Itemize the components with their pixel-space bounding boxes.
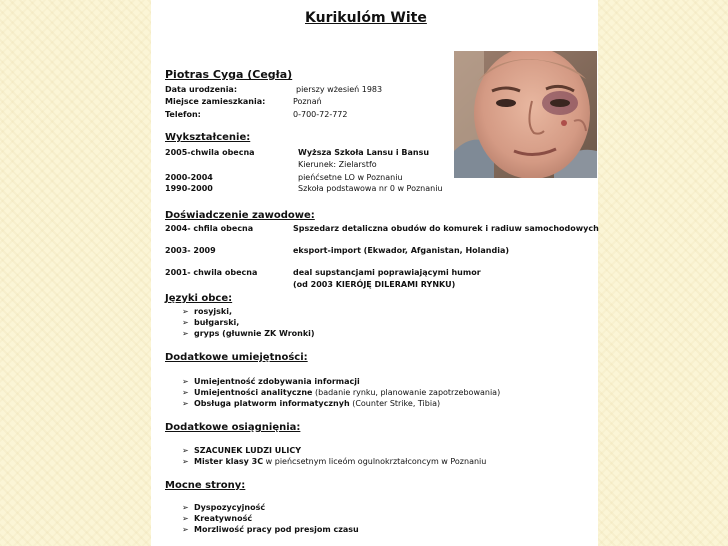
skills-list xyxy=(182,376,500,409)
experience-heading: Doświadczenie zawodowe: xyxy=(165,210,315,221)
experience-role-note: (od 2003 KIERÓJĘ DILERAMI RYNKU) xyxy=(293,280,456,289)
person-name: Piotras Cyga (Cegła) xyxy=(165,68,293,81)
languages-heading: Języki obce: xyxy=(165,293,233,304)
languages-list xyxy=(182,306,315,339)
education-period: 1990-2000 xyxy=(165,184,213,193)
strengths-heading: Mocne strony: xyxy=(165,480,246,491)
cv-page xyxy=(151,0,598,546)
arrow-bullet-icon: ➢ xyxy=(182,377,189,386)
skills-heading: Dodatkowe umiejętności: xyxy=(165,352,308,363)
list-item: ➢ bułgarski, xyxy=(182,318,240,327)
strengths-list xyxy=(182,502,359,535)
education-heading: Wykształcenie: xyxy=(165,132,251,143)
list-item: ➢ SZACUNEK LUDZI ULICY xyxy=(182,446,302,455)
education-school: Szkoła podstawowa nr 0 w Poznaniu xyxy=(298,184,443,193)
phone-label: Telefon: xyxy=(165,110,201,119)
experience-role: eksport-import (Ekwador, Afganistan, Holandia) xyxy=(293,246,510,255)
list-item: ➢ Dyspozycyjność xyxy=(182,503,266,512)
arrow-bullet-icon: ➢ xyxy=(182,446,189,455)
education-school: pieńćsetne LO w Poznaniu xyxy=(298,173,403,182)
list-item: ➢ Umiejentności analityczne (badanie rynku, planowanie zapotrzebowania) xyxy=(182,388,501,397)
arrow-bullet-icon: ➢ xyxy=(182,329,189,338)
experience-period: 2003- 2009 xyxy=(165,246,216,255)
education-period: 2005-chwila obecna xyxy=(165,148,255,157)
experience-role: deal supstancjami poprawiającymi humor xyxy=(293,268,481,277)
arrow-bullet-icon: ➢ xyxy=(182,318,189,327)
document-title: Kurikulóm Wite xyxy=(305,10,427,26)
arrow-bullet-icon: ➢ xyxy=(182,307,189,316)
birth-date-label: Data urodzenia: xyxy=(165,85,238,94)
arrow-bullet-icon: ➢ xyxy=(182,399,189,408)
face-portrait-image xyxy=(454,51,597,178)
list-item: ➢ Umiejentność zdobywania informacji xyxy=(182,377,360,386)
education-period: 2000-2004 xyxy=(165,173,213,182)
achievements-list xyxy=(182,445,486,467)
residence-value: Poznań xyxy=(293,97,322,106)
phone-value: 0-700-72-772 xyxy=(293,110,348,119)
achievements-heading: Dodatkowe osiągnięnia: xyxy=(165,422,301,433)
arrow-bullet-icon: ➢ xyxy=(182,525,189,534)
residence-label: Miejsce zamieszkania: xyxy=(165,97,266,106)
list-item: ➢ rosyjski, xyxy=(182,307,233,316)
profile-photo xyxy=(454,51,597,178)
list-item: ➢ Morzliwość pracy pod presjom czasu xyxy=(182,525,359,534)
arrow-bullet-icon: ➢ xyxy=(182,388,189,397)
list-item: ➢ Mister klasy 3C w pieńcsetnym liceóm ogulnokrztałconcym w Poznaniu xyxy=(182,457,487,466)
education-detail: Kierunek: Zielarstfo xyxy=(298,160,377,169)
experience-role: Spszedarz detaliczna obudów do komurek i radiuw samochodowych xyxy=(293,224,599,233)
list-item: ➢ gryps (głuwnie ZK Wronki) xyxy=(182,329,315,338)
education-school: Wyższa Szkoła Lansu i Bansu xyxy=(298,148,430,157)
experience-period: 2004- chfila obecna xyxy=(165,224,254,233)
arrow-bullet-icon: ➢ xyxy=(182,514,189,523)
list-item: ➢ Kreatywność xyxy=(182,514,253,523)
experience-period: 2001- chwila obecna xyxy=(165,268,258,277)
arrow-bullet-icon: ➢ xyxy=(182,457,189,466)
birth-date-value: pierszy wżesień 1983 xyxy=(296,85,383,94)
list-item: ➢ Obsługa platworm informatycznyh (Counter Strike, Tibia) xyxy=(182,399,441,408)
arrow-bullet-icon: ➢ xyxy=(182,503,189,512)
